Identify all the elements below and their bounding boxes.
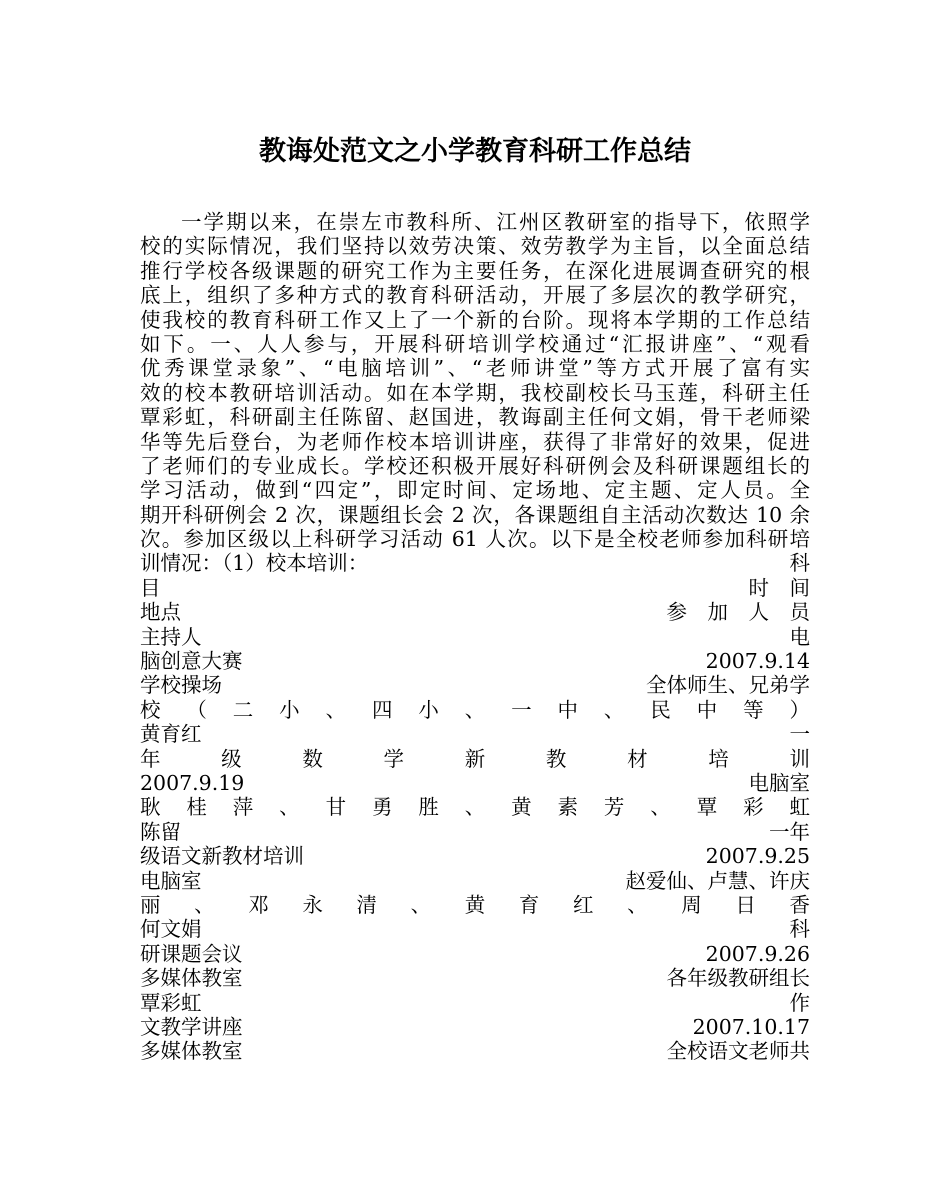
text-line: 校的实际情况，我们坚持以效劳决策、效劳教学为主旨，以全面总结 xyxy=(140,234,810,259)
text-line: 年 级 数 学 新 教 材 培 训 xyxy=(140,746,810,771)
text-line: 一学期以来，在崇左市教科所、江州区教研室的指导下，依照学 xyxy=(181,210,810,234)
text-line: 学校操场 全体师生、兄弟学 xyxy=(140,673,810,698)
document-title: 教诲处范文之小学教育科研工作总结 xyxy=(259,136,691,167)
text-line: 次。参加区级以上科研学习活动 61 人次。以下是全校老师参加科研培 xyxy=(140,527,810,552)
document-body xyxy=(140,210,810,1064)
text-line: 效的校本教研培训活动。如在本学期，我校副校长马玉莲，科研主任 xyxy=(140,380,810,405)
text-line: 训情况：（1）校本培训： 科 xyxy=(140,551,810,576)
text-line: 电脑室 赵爱仙、卢慧、许庆 xyxy=(140,868,810,893)
text-line: 如下。一、人人参与，开展科研培训学校通过“汇报讲座”、“观看 xyxy=(140,331,810,356)
text-line: 底上，组织了多种方式的教育科研活动，开展了多层次的教学研究， xyxy=(140,283,810,308)
text-line: 文教学讲座 2007.10.17 xyxy=(140,1014,810,1039)
text-line: 何文娟 科 xyxy=(140,917,810,942)
text-line: 脑创意大赛 2007.9.14 xyxy=(140,649,810,674)
text-line: 黄育红 一 xyxy=(140,722,810,747)
text-line: 丽 、 邓 永 清 、 黄 育 红 、 周 日 香 xyxy=(140,892,810,917)
text-line: 覃彩虹 作 xyxy=(140,990,810,1015)
text-line: 优秀课堂录象”、“电脑培训”、“老师讲堂”等方式开展了富有实 xyxy=(140,356,810,381)
text-line: 多媒体教室 全校语文老师共 xyxy=(140,1039,810,1064)
text-line: 级语文新教材培训 2007.9.25 xyxy=(140,844,810,869)
text-line: 了老师们的专业成长。学校还积极开展好科研例会及科研课题组长的 xyxy=(140,453,810,478)
text-line: 地点 参 加 人 员 xyxy=(140,600,810,625)
text-line: 2007.9.19 电脑室 xyxy=(140,770,810,795)
text-line: 学习活动，做到“四定”，即定时间、定场地、定主题、定人员。全 xyxy=(140,478,810,503)
text-line: 覃彩虹，科研副主任陈留、赵国进，教诲副主任何文娟，骨干老师梁 xyxy=(140,405,810,430)
text-line: 陈留 一年 xyxy=(140,819,810,844)
text-line: 耿 桂 萍 、 甘 勇 胜 、 黄 素 芳 、 覃 彩 虹 xyxy=(140,795,810,820)
text-line: 期开科研例会 2 次，课题组长会 2 次，各课题组自主活动次数达 10 余 xyxy=(140,502,810,527)
text-line: 校 （ 二 小 、 四 小 、 一 中 、 民 中 等 ） xyxy=(140,697,810,722)
text-line: 主持人 电 xyxy=(140,624,810,649)
text-line: 推行学校各级课题的研究工作为主要任务，在深化进展调查研究的根 xyxy=(140,258,810,283)
text-line: 目 时 间 xyxy=(140,575,810,600)
text-line: 华等先后登台，为老师作校本培训讲座，获得了非常好的效果，促进 xyxy=(140,429,810,454)
text-line: 使我校的教育科研工作又上了一个新的台阶。现将本学期的工作总结 xyxy=(140,307,810,332)
text-line: 多媒体教室 各年级教研组长 xyxy=(140,966,810,991)
text-line: 研课题会议 2007.9.26 xyxy=(140,941,810,966)
